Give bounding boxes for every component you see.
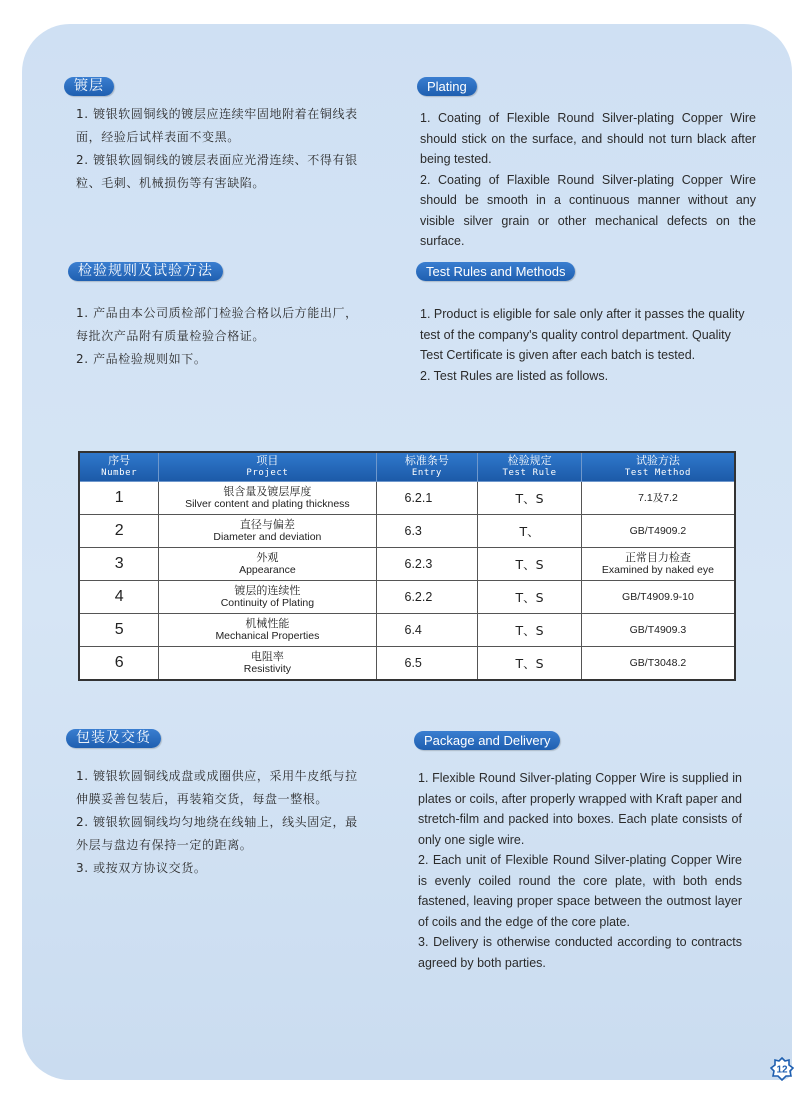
package-en-body <box>418 768 742 973</box>
cell-rule: T、 <box>478 515 582 548</box>
cell-entry: 6.5 <box>376 647 478 681</box>
cell-project: 电阻率 Resistivity <box>159 647 376 681</box>
table-row <box>79 548 735 581</box>
table-row <box>79 482 735 515</box>
plating-cn-item: 2. 镀银软圆铜线的镀层表面应光滑连续、不得有银粒、毛刺、机械损伤等有害缺陷。 <box>76 153 358 190</box>
cell-project: 直径与偏差 Diameter and deviation <box>159 515 376 548</box>
cell-number: 3 <box>79 548 159 581</box>
package-en-item: 1. Flexible Round Silver-plating Copper Wire is supplied in plates or coils, after properly wrapped with Kraft paper and stretch-film and packed into boxes. Each plate consists of only one sigle wire. <box>418 771 742 847</box>
cell-method: GB/T4909.3 <box>581 614 735 647</box>
cell-method: 7.1及7.2 <box>581 482 735 515</box>
cell-number: 4 <box>79 581 159 614</box>
table-row <box>79 581 735 614</box>
package-en-item: 3. Delivery is otherwise conducted according to contracts agreed by both parties. <box>418 935 742 970</box>
cell-method: GB/T3048.2 <box>581 647 735 681</box>
page-number-badge <box>770 1057 794 1081</box>
plating-cn-item: 1. 镀银软圆铜线的镀层应连续牢固地附着在铜线表面，经验后试样表面不变黑。 <box>76 107 358 144</box>
cell-method: 正常目力检查 Examined by naked eye <box>581 548 735 581</box>
test-rules-cn-item: 1. 产品由本公司质检部门检验合格以后方能出厂，每批次产品附有质量检验合格证。 <box>76 306 358 343</box>
cell-rule: T、S <box>478 614 582 647</box>
cell-project: 银含量及镀层厚度 Silver content and plating thickness <box>159 482 376 515</box>
header-test-rule: 检验规定 Test Rule <box>478 452 582 482</box>
cell-number: 6 <box>79 647 159 681</box>
package-cn-body <box>76 765 362 880</box>
test-rules-table <box>78 451 736 681</box>
plating-en-item: 1. Coating of Flexible Round Silver-plating Copper Wire should stick on the surface, and should not turn black after being tested. <box>420 111 756 166</box>
cell-entry: 6.2.3 <box>376 548 478 581</box>
cell-rule: T、S <box>478 581 582 614</box>
cell-entry: 6.3 <box>376 515 478 548</box>
cell-number: 5 <box>79 614 159 647</box>
cell-method: GB/T4909.2 <box>581 515 735 548</box>
cell-entry: 6.2.1 <box>376 482 478 515</box>
package-en-heading: Package and Delivery <box>414 731 560 750</box>
header-project: 项目 Project <box>159 452 376 482</box>
cell-project: 外观 Appearance <box>159 548 376 581</box>
header-entry: 标准条号 Entry <box>376 452 478 482</box>
package-cn-item: 3. 或按双方协议交货。 <box>76 861 207 875</box>
plating-en-heading: Plating <box>417 77 477 96</box>
header-test-method: 试验方法 Test Method <box>581 452 735 482</box>
cell-project: 机械性能 Mechanical Properties <box>159 614 376 647</box>
cell-rule: T、S <box>478 482 582 515</box>
table-row <box>79 515 735 548</box>
test-rules-en-item: 2. Test Rules are listed as follows. <box>420 368 609 383</box>
test-rules-en-body <box>420 304 746 386</box>
page-number: 12 <box>776 1064 788 1076</box>
cell-rule: T、S <box>478 548 582 581</box>
test-rules-en-item: 1. Product is eligible for sale only after it passes the quality test of the company's quality control department. Quality Test Certificate is given after each batch is tested. <box>420 307 745 362</box>
plating-cn-heading: 镀层 <box>64 77 114 96</box>
cell-rule: T、S <box>478 647 582 681</box>
header-number: 序号 Number <box>79 452 159 482</box>
test-rules-cn-heading: 检验规则及试验方法 <box>68 262 223 281</box>
table-header-row <box>79 452 735 482</box>
cell-entry: 6.4 <box>376 614 478 647</box>
cell-method: GB/T4909.9-10 <box>581 581 735 614</box>
test-rules-cn-item: 2. 产品检验规则如下。 <box>76 352 207 366</box>
cell-project: 镀层的连续性 Continuity of Plating <box>159 581 376 614</box>
test-rules-en-heading: Test Rules and Methods <box>416 262 575 281</box>
cell-number: 2 <box>79 515 159 548</box>
table-row <box>79 614 735 647</box>
package-en-item: 2. Each unit of Flexible Round Silver-plating Copper Wire is evenly coiled round the core plate, with both ends fastened, leaving proper space between the outmost layer of coils and the edge of the core plate. <box>418 853 742 929</box>
cell-number: 1 <box>79 482 159 515</box>
plating-en-body <box>420 108 756 252</box>
table-row <box>79 647 735 681</box>
plating-en-item: 2. Coating of Flaxible Round Silver-plating Copper Wire should be smooth in a continuous manner without any visible silver grain or other mechanical defects on the surface. <box>420 172 756 248</box>
cell-entry: 6.2.2 <box>376 581 478 614</box>
package-cn-item: 2. 镀银软圆铜线均匀地绕在线轴上，线头固定，最外层与盘边有保持一定的距离。 <box>76 815 358 852</box>
test-rules-cn-body <box>76 302 362 371</box>
package-cn-item: 1. 镀银软圆铜线成盘或成圈供应，采用牛皮纸与拉伸膜妥善包装后，再装箱交货，每盘一整根。 <box>76 769 358 806</box>
plating-cn-body <box>76 103 362 195</box>
package-cn-heading: 包装及交货 <box>66 729 161 748</box>
